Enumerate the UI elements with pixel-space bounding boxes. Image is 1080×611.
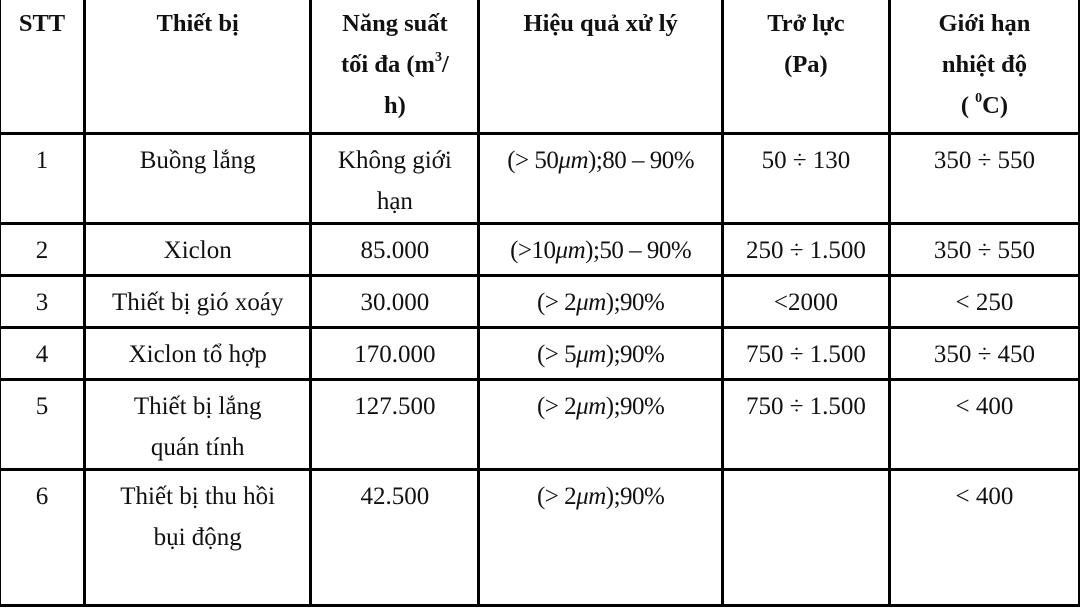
cell-efficiency: (> 5μm);90% bbox=[479, 328, 723, 380]
cell-efficiency: (> 2μm);90% bbox=[479, 380, 723, 470]
cell-device: Thiết bị lắng quán tính bbox=[84, 380, 311, 470]
table-row bbox=[0, 470, 1080, 606]
cell-resistance: <2000 bbox=[723, 276, 890, 328]
cell-capacity: 85.000 bbox=[311, 224, 479, 276]
cell-stt: 4 bbox=[0, 328, 84, 380]
cell-device: Buồng lắng bbox=[84, 134, 311, 224]
cell-stt: 2 bbox=[0, 224, 84, 276]
cell-resistance bbox=[723, 470, 890, 606]
cell-stt: 5 bbox=[0, 380, 84, 470]
cell-device: Xiclon tổ hợp bbox=[84, 328, 311, 380]
cell-efficiency: (>10μm);50 – 90% bbox=[479, 224, 723, 276]
cell-temp-limit: 350 ÷ 550 bbox=[889, 224, 1079, 276]
cell-resistance: 750 ÷ 1.500 bbox=[723, 328, 890, 380]
cell-capacity: Không giới hạn bbox=[311, 134, 479, 224]
cell-device: Thiết bị thu hồi bụi động bbox=[84, 470, 311, 606]
cell-stt: 3 bbox=[0, 276, 84, 328]
cell-capacity: 170.000 bbox=[311, 328, 479, 380]
table-row bbox=[0, 328, 1080, 380]
table-row bbox=[0, 134, 1080, 224]
header-temp-limit: Giới hạn nhiệt độ ( $^0$C) bbox=[889, 0, 1079, 134]
cell-efficiency: (> 2μm);90% bbox=[479, 470, 723, 606]
cell-temp-limit: 350 ÷ 550 bbox=[889, 134, 1079, 224]
header-stt: STT bbox=[0, 0, 84, 134]
header-resistance: Trở lực (Pa) bbox=[723, 0, 890, 134]
cell-efficiency: (> 2μm);90% bbox=[479, 276, 723, 328]
table-row bbox=[0, 276, 1080, 328]
table-row bbox=[0, 224, 1080, 276]
table-row bbox=[0, 380, 1080, 470]
cell-device: Xiclon bbox=[84, 224, 311, 276]
cell-resistance: 750 ÷ 1.500 bbox=[723, 380, 890, 470]
cell-temp-limit: 350 ÷ 450 bbox=[889, 328, 1079, 380]
cell-resistance: 50 ÷ 130 bbox=[723, 134, 890, 224]
header-capacity: Năng suất tối đa ($m^3/$ h) bbox=[311, 0, 479, 134]
header-efficiency: Hiệu quả xử lý bbox=[479, 0, 723, 134]
cell-temp-limit: < 400 bbox=[889, 470, 1079, 606]
cell-efficiency: (> 50μm);80 – 90% bbox=[479, 134, 723, 224]
cell-temp-limit: < 400 bbox=[889, 380, 1079, 470]
cell-capacity: 42.500 bbox=[311, 470, 479, 606]
cell-temp-limit: < 250 bbox=[889, 276, 1079, 328]
cell-device: Thiết bị gió xoáy bbox=[84, 276, 311, 328]
cell-capacity: 30.000 bbox=[311, 276, 479, 328]
cell-capacity: 127.500 bbox=[311, 380, 479, 470]
cell-stt: 6 bbox=[0, 470, 84, 606]
header-row bbox=[0, 0, 1080, 134]
cell-stt: 1 bbox=[0, 134, 84, 224]
header-device: Thiết bị bbox=[84, 0, 311, 134]
cell-resistance: 250 ÷ 1.500 bbox=[723, 224, 890, 276]
